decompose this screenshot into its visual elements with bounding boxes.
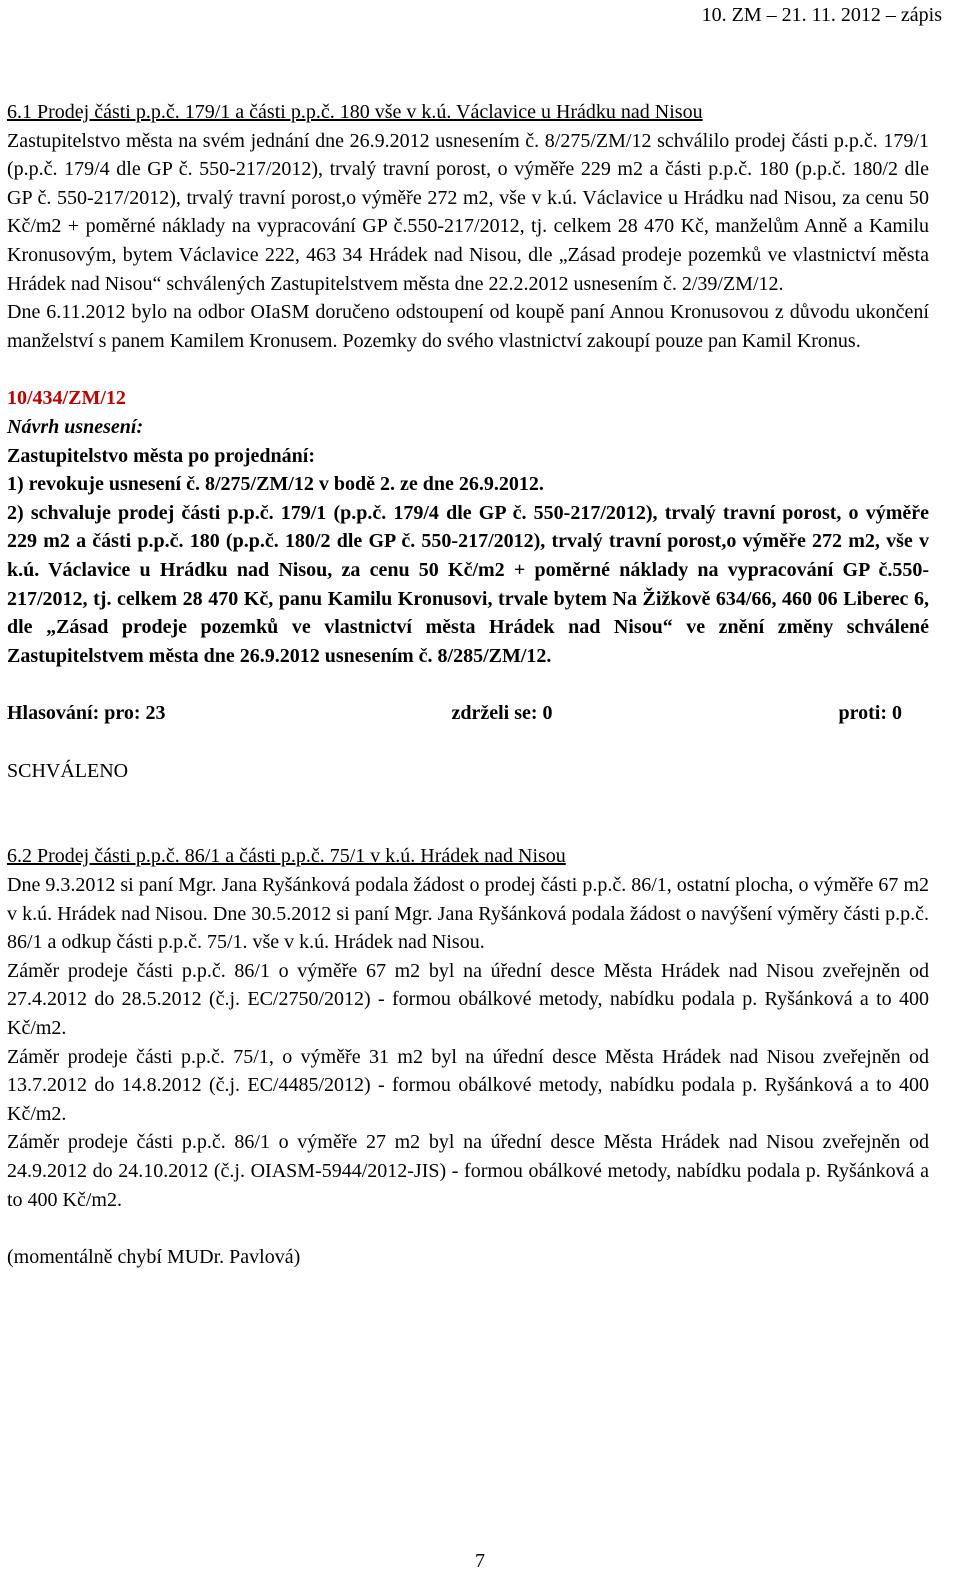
document-body: [7, 98, 929, 1272]
section-1-body: Zastupitelstvo města na svém jednání dne 26.9.2012 usnesením č. 8/275/ZM/12 schválilo prodej části p.p.č. 179/1 (p.p.č. 179/4 dle GP č. 550-217/2012), trvalý travní porost, o výměře 229 m2 a části p.p.č. 180 (p.p.č. 180/2 dle GP č. 550-217/2012), trvalý travní porost,o výměře 272 m2, vše v k.ú. Václavice u Hrádku nad Nisou, za cenu 50 Kč/m2 + poměrné náklady na vypracování GP č.550-217/2012, tj. celkem 28 470 Kč, manželům Anně a Kamilu Kronusovým, bytem Václavice 222, 463 34 Hrádek nad Nisou, dle „Zásad prodeje pozemků ve vlastnictví města Hrádek nad Nisou“ schválených Zastupitelstvem města dne 22.2.2012 usnesením č. 2/39/ZM/12.: [7, 129, 929, 295]
spacer: [7, 355, 929, 384]
spacer: [7, 785, 929, 842]
page-number: 7: [475, 1550, 485, 1572]
resolution-proposal-label: Návrh usnesení:: [7, 415, 144, 438]
section-2-title: 6.2 Prodej části p.p.č. 86/1 a části p.p.č. 75/1 v k.ú. Hrádek nad Nisou: [7, 845, 566, 868]
resolution-item-2: 2) schvaluje prodej části p.p.č. 179/1 (p.p.č. 179/4 dle GP č. 550-217/2012), trvalý travní porost, o výměře 229 m2 a části p.p.č. 180 (p.p.č. 180/2 dle GP č. 550-217/2012), trvalý travní porost,o výměře 272 m2, vše v k.ú. Václavice u Hrádku nad Nisou, za cenu 50 Kč/m2 + poměrné náklady na vypracování GP č.550-217/2012, tj. celkem 28 470 Kč, panu Kamilu Kronusovi, trvale bytem Na Žižkově 634/66, 460 06 Liberec 6, dle „Zásad prodeje pozemků ve vlastnictví města Hrádek nad Nisou“ ve znění změny schválené Zastupitelstvem města dne 26.9.2012 usnesením č. 8/285/ZM/12.: [7, 501, 929, 667]
section-2-para-1: Dne 9.3.2012 si paní Mgr. Jana Ryšánková podala žádost o prodej části p.p.č. 86/1, ostatní plocha, o výměře 67 m2 v k.ú. Hrádek nad Nisou. Dne 30.5.2012 si paní Mgr. Jana Ryšánková podala žádost o navýšení výměry části p.p.č. 86/1 a odkup části p.p.č. 75/1. vše v k.ú. Hrádek nad Nisou.: [7, 874, 929, 954]
section-1-note: Dne 6.11.2012 bylo na odbor OIaSM doručeno odstoupení od koupě paní Annou Kronusovou z důvodu ukončení manželství s panem Kamilem Kronusem. Pozemky do svého vlastnictví zakoupí pouze pan Kamil Kronus.: [7, 301, 929, 352]
vote-against: proti: 0: [838, 702, 902, 725]
absence-note: (momentálně chybí MUDr. Pavlová): [7, 1246, 301, 1269]
section-2-para-3: Záměr prodeje části p.p.č. 75/1, o výměře 31 m2 byl na úřední desce Města Hrádek nad Nisou zveřejněn od 13.7.2012 do 14.8.2012 (č.j. EC/4485/2012) - formou obálkové metody, nabídku podala p. Ryšánková a to 400 Kč/m2.: [7, 1045, 929, 1125]
resolution-item-1: 1) revokuje usnesení č. 8/275/ZM/12 v bodě 2. ze dne 26.9.2012.: [7, 473, 544, 496]
page-header: 10. ZM – 21. 11. 2012 – zápis: [701, 4, 942, 26]
vote-row: [7, 699, 902, 728]
section-2-para-2: Záměr prodeje části p.p.č. 86/1 o výměře 67 m2 byl na úřední desce Města Hrádek nad Nisou zveřejněn od 27.4.2012 do 28.5.2012 (č.j. EC/2750/2012) - formou obálkové metody, nabídku podala p. Ryšánková a to 400 Kč/m2.: [7, 959, 929, 1040]
spacer: [7, 670, 929, 699]
section-2-para-4: Záměr prodeje části p.p.č. 86/1 o výměře 27 m2 byl na úřední desce Města Hrádek nad Nisou zveřejněn od 24.9.2012 do 24.10.2012 (č.j. OIASM-5944/2012-JIS) - formou obálkové metody, nabídku podala p. Ryšánková a to 400 Kč/m2.: [7, 1131, 929, 1211]
resolution-intro: Zastupitelstvo města po projednání:: [7, 444, 315, 467]
vote-abstain: zdrželi se: 0: [451, 702, 553, 725]
vote-result: SCHVÁLENO: [7, 759, 129, 782]
section-1-title: 6.1 Prodej části p.p.č. 179/1 a části p.p.č. 180 vše v k.ú. Václavice u Hrádku nad Nisou: [7, 101, 703, 123]
resolution-number: 10/434/ZM/12: [7, 387, 126, 410]
vote-for: Hlasování: pro: 23: [7, 702, 166, 725]
spacer: [7, 1214, 929, 1243]
spacer: [7, 728, 929, 757]
